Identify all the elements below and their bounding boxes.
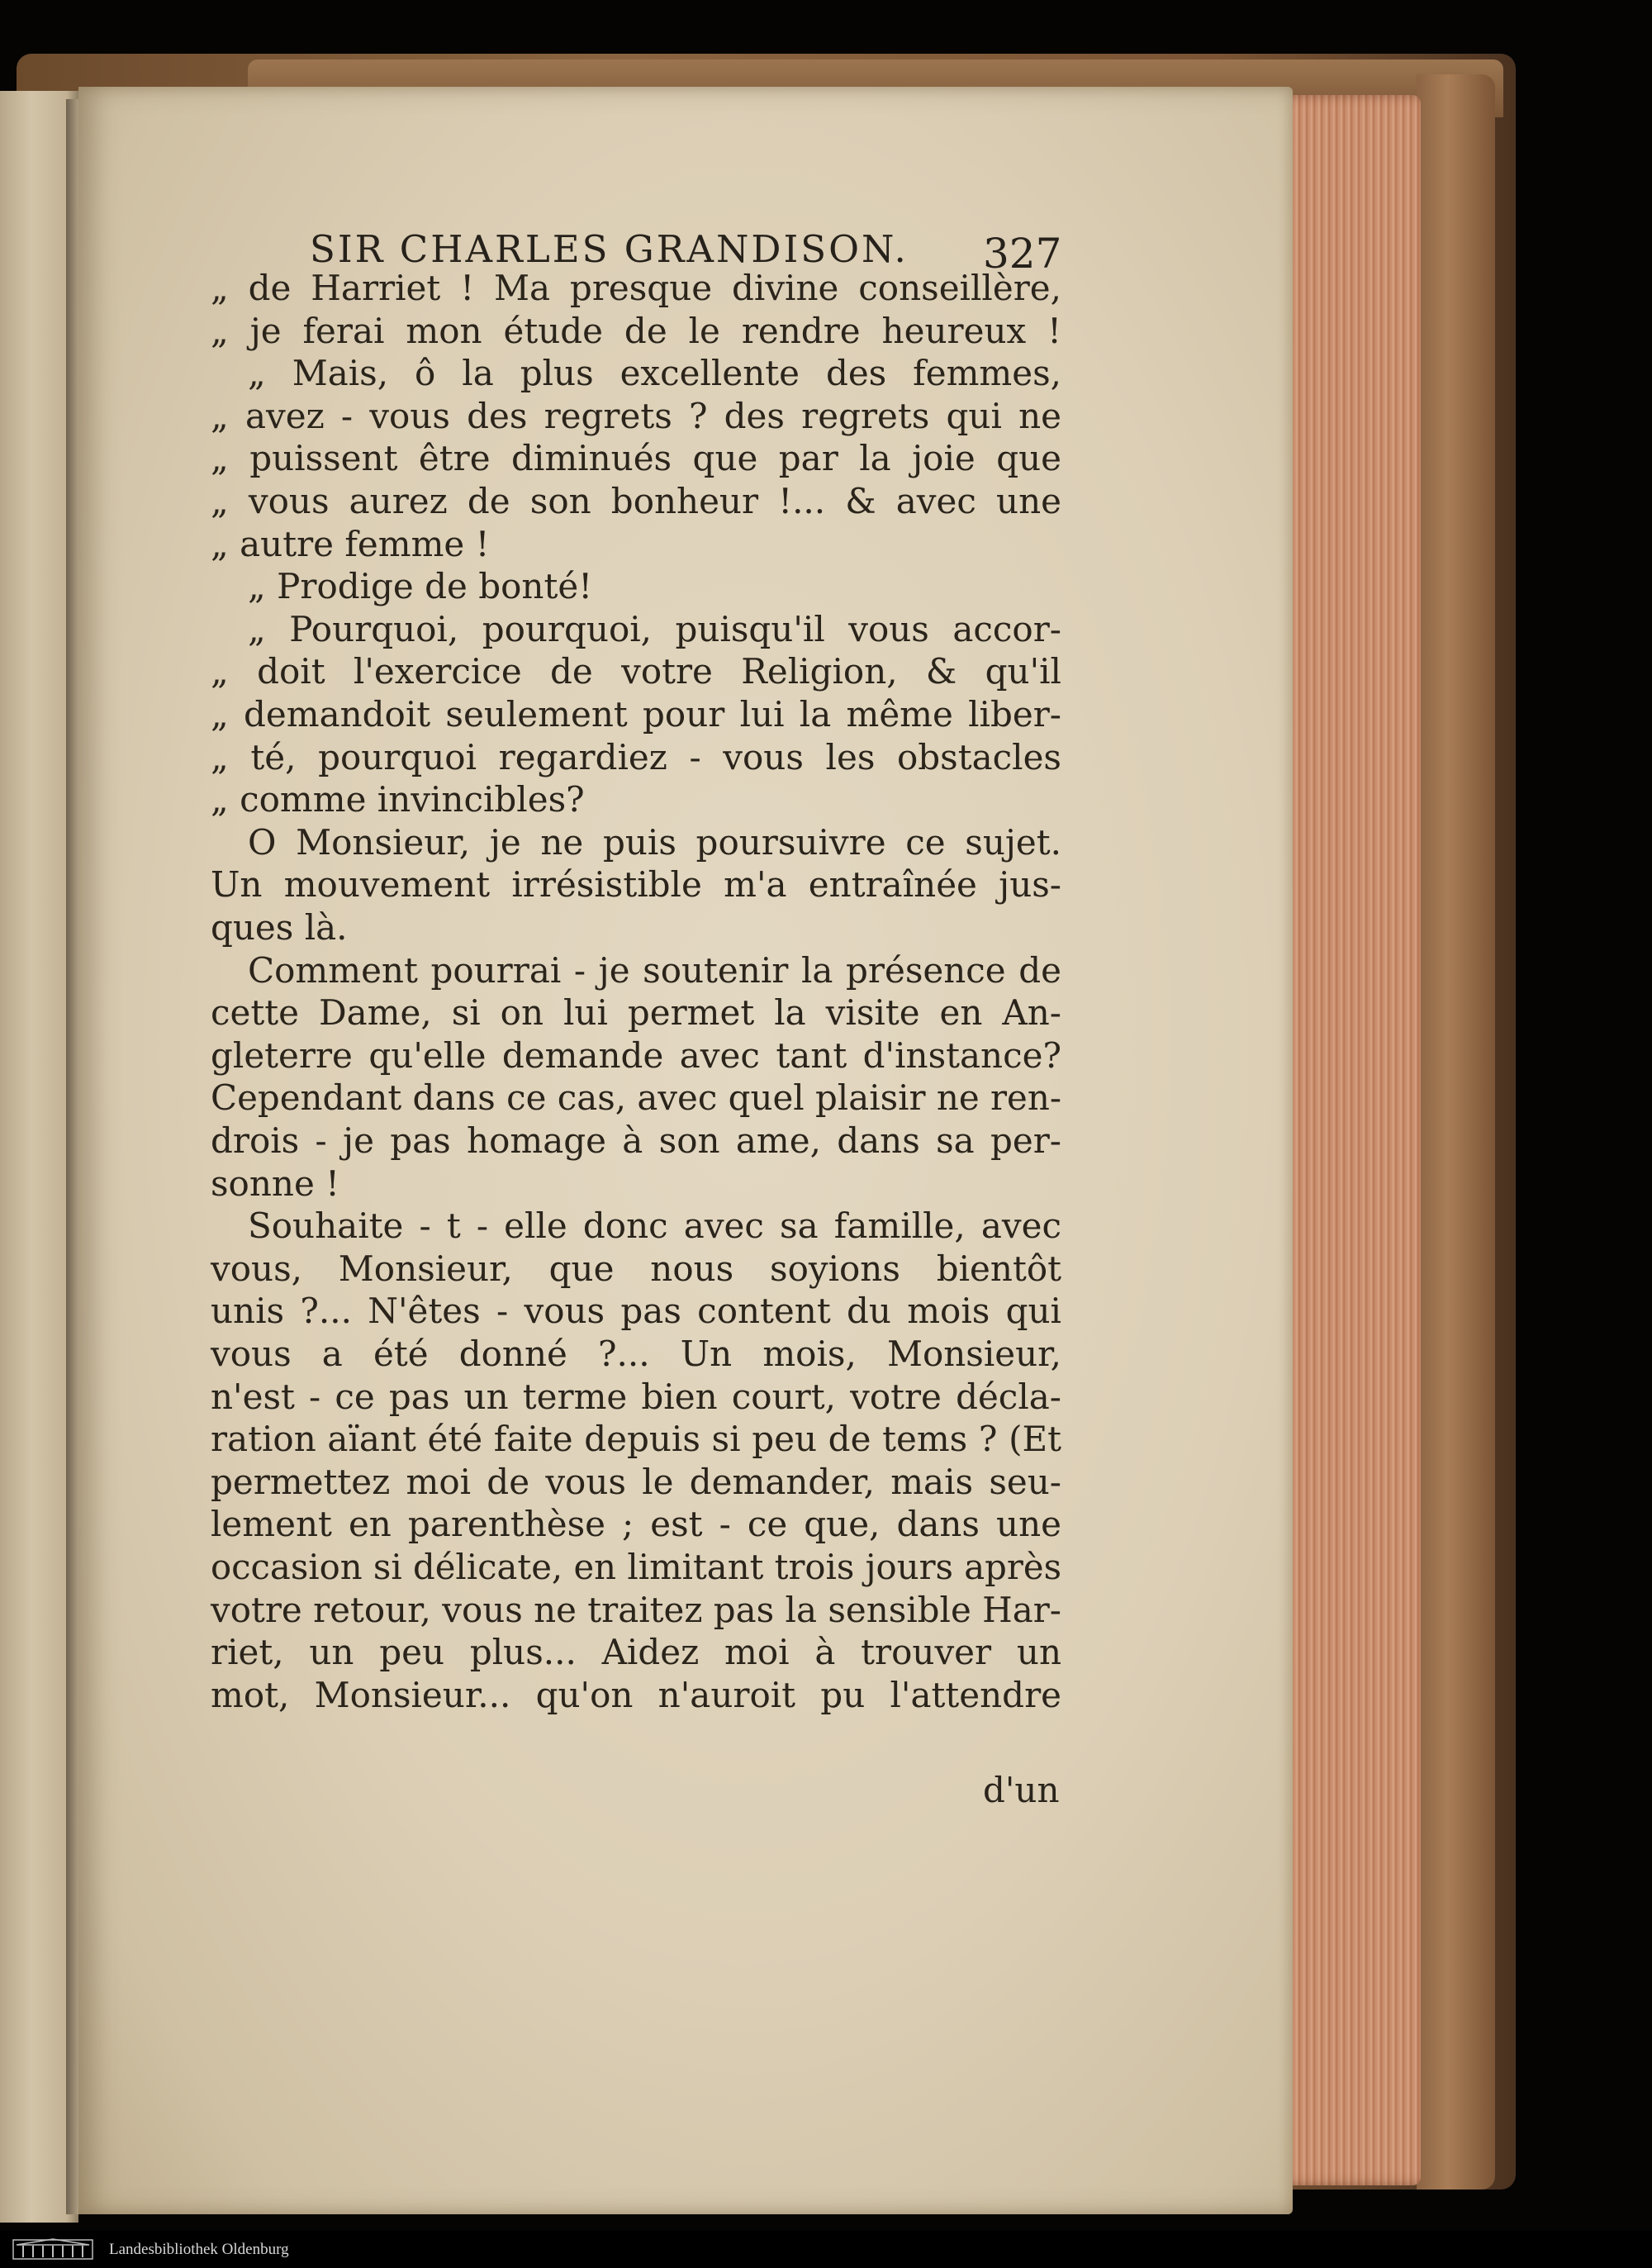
text-line: „ je ferai mon étude de le rendre heureux ! xyxy=(211,310,1061,351)
running-head-title: SIR CHARLES GRANDISON. xyxy=(310,227,909,271)
text-line: Comment pourrai - je soutenir la présence de xyxy=(248,949,1061,991)
text-line: „ puissent être diminués que par la joie que xyxy=(211,438,1061,479)
text-line: votre retour, vous ne traitez pas la sensible Har- xyxy=(211,1589,1061,1630)
text-line: riet, un peu plus... Aidez moi à trouver un xyxy=(211,1632,1061,1673)
text-line: gleterre qu'elle demande avec tant d'instance? xyxy=(211,1034,1061,1076)
catchword: d'un xyxy=(983,1770,1060,1810)
text-line: „ avez - vous des regrets ? des regrets qui ne xyxy=(211,395,1061,436)
text-line: Un mouvement irrésistible m'a entraînée jus- xyxy=(211,864,1061,906)
text-line: „ comme invincibles? xyxy=(211,779,585,820)
text-line: „ demandoit seulement pour lui la même liber- xyxy=(211,694,1061,735)
text-line: „ té, pourquoi regardiez - vous les obstacles xyxy=(211,736,1061,777)
page-number: 327 xyxy=(983,230,1062,278)
text-line: vous a été donné ?... Un mois, Monsieur, xyxy=(211,1334,1061,1374)
text-line: sonne ! xyxy=(211,1163,340,1204)
text-line: Cependant dans ce cas, avec quel plaisir ne ren- xyxy=(211,1077,1061,1119)
text-line: Souhaite - t - elle donc avec sa famille, avec xyxy=(248,1205,1061,1247)
text-line: „ autre femme ! xyxy=(211,523,490,564)
text-line: „ de Harriet ! Ma presque divine conseillère, xyxy=(211,268,1061,308)
library-name: Landesbibliothek Oldenburg xyxy=(109,2241,289,2258)
text-line: „ Prodige de bonté! xyxy=(248,566,593,607)
text-line: ration aïant été faite depuis si peu de tems ? (Et xyxy=(211,1419,1061,1460)
text-line: ques là. xyxy=(211,907,348,948)
text-line: „ Mais, ô la plus excellente des femmes, xyxy=(248,353,1061,394)
text-line: „ Pourquoi, pourquoi, puisqu'il vous accor- xyxy=(248,608,1061,649)
text-line: „ vous aurez de son bonheur !... & avec une xyxy=(211,481,1061,521)
text-line: lement en parenthèse ; est - ce que, dans une xyxy=(211,1504,1061,1545)
text-line: unis ?... N'êtes - vous pas content du mois qui xyxy=(211,1291,1061,1332)
footer-bar xyxy=(0,2231,1652,2268)
book-board-edge xyxy=(1417,74,1495,2190)
text-line: „ doit l'exercice de votre Religion, & qu'il xyxy=(211,651,1061,692)
text-line: O Monsieur, je ne puis poursuivre ce sujet. xyxy=(248,821,1061,863)
text-line: n'est - ce pas un terme bien court, votre décla- xyxy=(211,1376,1061,1417)
text-line: cette Dame, si on lui permet la visite en An- xyxy=(211,992,1061,1034)
text-line: vous, Monsieur, que nous soyions bientôt xyxy=(211,1248,1061,1289)
text-line: permettez moi de vous le demander, mais seu- xyxy=(211,1461,1061,1502)
text-line: occasion si délicate, en limitant trois jours après xyxy=(211,1547,1061,1587)
page-fore-edge xyxy=(1272,95,1421,2185)
text-line: mot, Monsieur... qu'on n'auroit pu l'attendre xyxy=(211,1674,1061,1715)
text-line: drois - je pas homage à son ame, dans sa per- xyxy=(211,1120,1061,1161)
library-logo-icon xyxy=(12,2237,94,2261)
